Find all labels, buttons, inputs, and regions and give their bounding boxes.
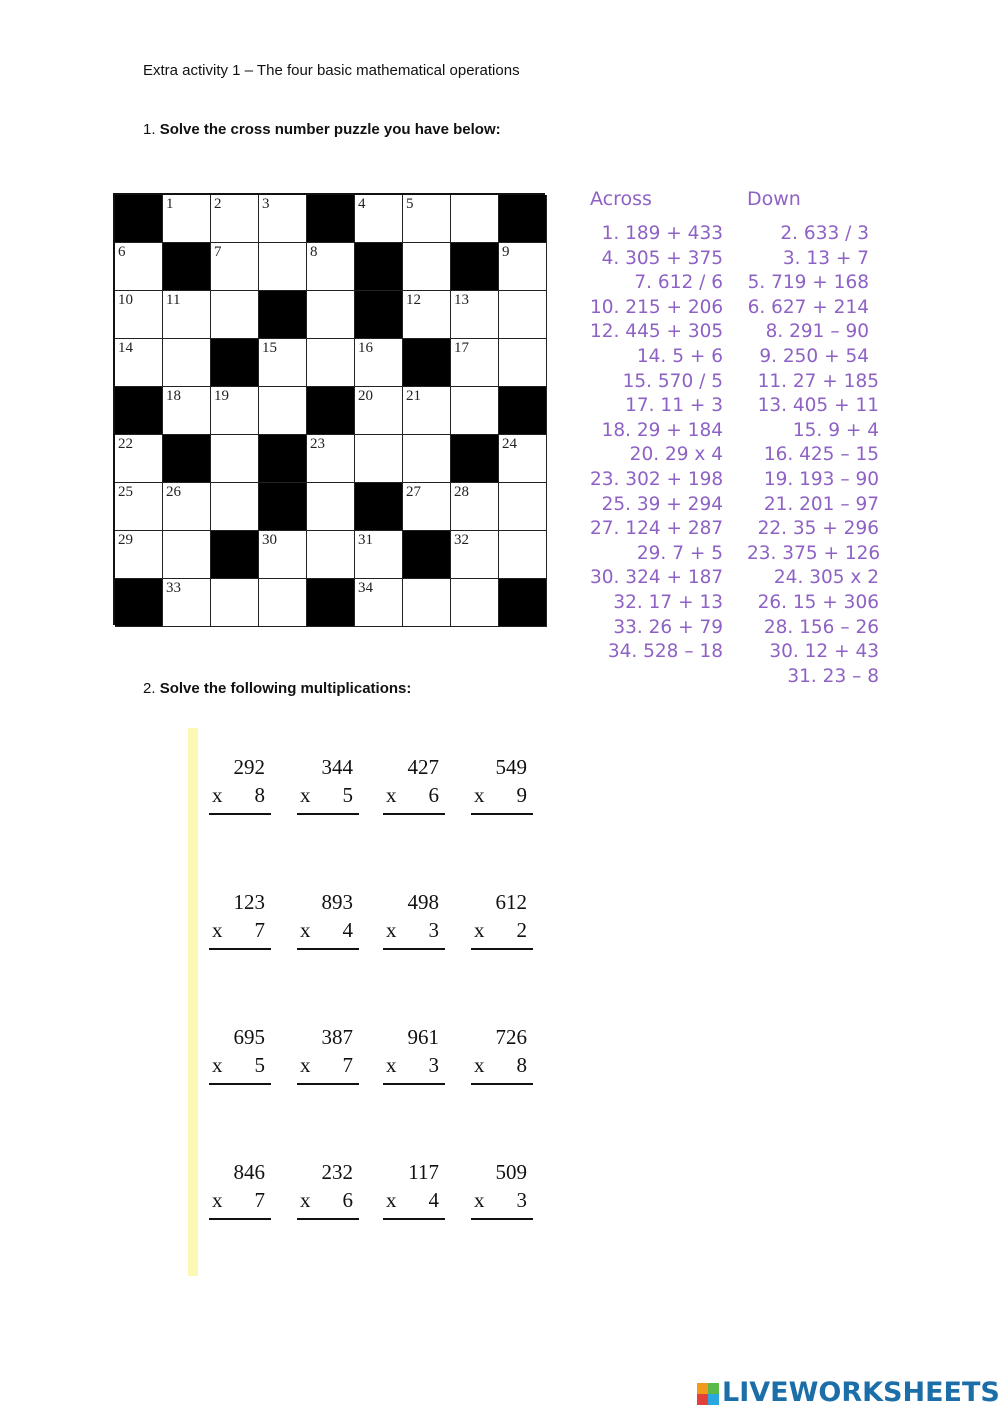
grid-cell[interactable] — [307, 291, 355, 339]
down-clue: 30. 12 + 43 — [769, 641, 879, 663]
across-clue: 15. 570 / 5 — [622, 370, 723, 392]
question-1-text: Solve the cross number puzzle you have below: — [159, 121, 501, 138]
multiplication-problem — [209, 755, 271, 815]
multiplicand: 344 — [321, 755, 353, 779]
cell-number: 11 — [166, 292, 181, 308]
grid-cell[interactable] — [355, 579, 403, 627]
grid-cell[interactable] — [163, 483, 211, 531]
multiplier: 4 — [342, 918, 353, 942]
multiplicand: 232 — [321, 1160, 353, 1184]
across-clue: 14. 5 + 6 — [636, 345, 723, 367]
answer-line[interactable] — [471, 948, 533, 950]
black-cell — [307, 579, 355, 627]
across-clue: 1. 189 + 433 — [601, 223, 723, 244]
across-clue: 30. 324 + 187 — [590, 567, 724, 589]
grid-cell[interactable] — [115, 291, 163, 339]
multiplication-problem — [383, 1025, 445, 1085]
across-clue: 25. 39 + 294 — [601, 493, 723, 515]
grid-cell[interactable] — [403, 483, 451, 531]
multiplication-problem — [471, 1160, 533, 1220]
grid-cell[interactable] — [451, 339, 499, 387]
black-cell — [211, 531, 259, 579]
grid-cell[interactable] — [211, 483, 259, 531]
grid-cell[interactable] — [211, 195, 259, 243]
grid-cell[interactable] — [451, 291, 499, 339]
multiplier-line — [297, 1188, 359, 1218]
cell-number: 34 — [358, 580, 373, 596]
highlight-bar — [188, 728, 198, 1276]
cell-number: 14 — [118, 340, 133, 356]
multiplicand: 387 — [321, 1025, 353, 1049]
down-clue: 5. 719 + 168 — [747, 272, 869, 294]
across-clue: 33. 26 + 79 — [613, 616, 723, 638]
cell-number: 12 — [406, 292, 421, 308]
multiplier-line — [209, 1053, 271, 1083]
multiplier-line — [297, 918, 359, 948]
grid-cell[interactable] — [163, 579, 211, 627]
multiplier-line — [383, 1053, 445, 1083]
grid-cell[interactable] — [259, 387, 307, 435]
cell-number: 2 — [214, 196, 222, 212]
down-clue: 3. 13 + 7 — [782, 247, 869, 269]
cell-number: 4 — [358, 196, 366, 212]
grid-cell[interactable] — [163, 339, 211, 387]
cell-number: 32 — [454, 532, 469, 548]
answer-line[interactable] — [383, 813, 445, 815]
grid-cell[interactable] — [115, 339, 163, 387]
grid-cell[interactable] — [355, 531, 403, 579]
multiplier: 3 — [516, 1188, 527, 1212]
multiplier-line — [471, 918, 533, 948]
multiplicand: 498 — [407, 890, 439, 914]
multiplication-problem — [297, 1160, 359, 1220]
multiplier-line — [209, 783, 271, 813]
down-clues — [747, 186, 897, 689]
down-clue: 21. 201 – 97 — [763, 493, 879, 515]
grid-cell[interactable] — [451, 195, 499, 243]
multiplication-problem — [209, 890, 271, 950]
multiplier: 9 — [516, 783, 527, 807]
cell-number: 13 — [454, 292, 469, 308]
grid-cell[interactable] — [355, 195, 403, 243]
multiplicand: 509 — [495, 1160, 527, 1184]
multiplier: 7 — [342, 1053, 353, 1077]
multiplier-line — [209, 1188, 271, 1218]
times-sign: x — [386, 918, 397, 942]
answer-line[interactable] — [209, 948, 271, 950]
multiplier-line — [471, 1188, 533, 1218]
cell-number: 27 — [406, 484, 421, 500]
answer-line[interactable] — [383, 1218, 445, 1220]
cell-number: 18 — [166, 388, 181, 404]
times-sign: x — [474, 918, 485, 942]
multiplication-row — [205, 1160, 545, 1240]
grid-cell[interactable] — [259, 579, 307, 627]
grid-cell[interactable] — [451, 387, 499, 435]
grid-cell[interactable] — [163, 195, 211, 243]
liveworksheets-logo-icon — [697, 1383, 719, 1405]
black-cell — [355, 243, 403, 291]
down-clue: 13. 405 + 11 — [757, 395, 879, 417]
across-clue: 4. 305 + 375 — [601, 247, 723, 269]
answer-line[interactable] — [383, 1083, 445, 1085]
grid-cell[interactable] — [163, 291, 211, 339]
black-cell — [163, 243, 211, 291]
cell-number: 16 — [358, 340, 373, 356]
grid-cell[interactable] — [403, 195, 451, 243]
multiplier-line — [471, 783, 533, 813]
times-sign: x — [212, 1053, 223, 1077]
multiplication-problem — [383, 755, 445, 815]
across-clue: 27. 124 + 287 — [590, 518, 724, 540]
answer-line[interactable] — [297, 813, 359, 815]
grid-cell[interactable] — [499, 483, 547, 531]
grid-cell[interactable] — [499, 339, 547, 387]
multiplier: 7 — [254, 918, 265, 942]
cell-number: 20 — [358, 388, 373, 404]
answer-line[interactable] — [297, 1218, 359, 1220]
grid-cell[interactable] — [499, 243, 547, 291]
answer-line[interactable] — [471, 1218, 533, 1220]
multiplier: 3 — [428, 918, 439, 942]
black-cell — [115, 195, 163, 243]
multiplier: 5 — [342, 783, 353, 807]
down-heading: Down — [747, 188, 801, 210]
across-clue: 10. 215 + 206 — [590, 296, 724, 318]
multiplication-row — [205, 890, 545, 970]
black-cell — [403, 339, 451, 387]
black-cell — [403, 531, 451, 579]
grid-cell[interactable] — [115, 531, 163, 579]
across-clues — [590, 186, 740, 665]
page-title: Extra activity 1 – The four basic mathematical operations — [143, 62, 520, 79]
grid-cell[interactable] — [211, 387, 259, 435]
grid-cell[interactable] — [403, 579, 451, 627]
times-sign: x — [474, 1188, 485, 1212]
grid-cell[interactable] — [499, 435, 547, 483]
grid-cell[interactable] — [307, 531, 355, 579]
multiplier: 6 — [428, 783, 439, 807]
down-clue: 19. 193 – 90 — [763, 468, 879, 490]
grid-cell[interactable] — [451, 579, 499, 627]
black-cell — [499, 387, 547, 435]
grid-cell[interactable] — [211, 435, 259, 483]
across-clue: 7. 612 / 6 — [634, 272, 723, 294]
grid-cell[interactable] — [163, 531, 211, 579]
multiplier: 4 — [428, 1188, 439, 1212]
multiplier: 7 — [254, 1188, 265, 1212]
answer-line[interactable] — [209, 1218, 271, 1220]
times-sign: x — [212, 918, 223, 942]
answer-line[interactable] — [297, 1083, 359, 1085]
times-sign: x — [300, 783, 311, 807]
times-sign: x — [300, 918, 311, 942]
black-cell — [307, 387, 355, 435]
down-clue: 23. 375 + 126 — [747, 542, 881, 564]
question-1-number: 1. — [143, 121, 156, 138]
cell-number: 15 — [262, 340, 277, 356]
grid-cell[interactable] — [499, 291, 547, 339]
question-2-number: 2. — [143, 680, 156, 697]
times-sign: x — [212, 783, 223, 807]
multiplication-problem — [297, 890, 359, 950]
multiplier-line — [383, 918, 445, 948]
black-cell — [499, 579, 547, 627]
grid-cell[interactable] — [259, 195, 307, 243]
black-cell — [451, 435, 499, 483]
grid-cell[interactable] — [307, 435, 355, 483]
multiplication-problem — [471, 755, 533, 815]
black-cell — [355, 483, 403, 531]
multiplicand: 893 — [321, 890, 353, 914]
cell-number: 24 — [502, 436, 517, 452]
grid-cell[interactable] — [163, 387, 211, 435]
cell-number: 17 — [454, 340, 469, 356]
down-clue: 22. 35 + 296 — [757, 518, 879, 540]
down-clue: 15. 9 + 4 — [792, 419, 879, 441]
grid-cell[interactable] — [115, 243, 163, 291]
multiplier-line — [209, 918, 271, 948]
multiplier-line — [297, 783, 359, 813]
grid-cell[interactable] — [259, 339, 307, 387]
grid-cell[interactable] — [307, 339, 355, 387]
across-clue: 29. 7 + 5 — [636, 542, 723, 564]
times-sign: x — [386, 783, 397, 807]
multiplicand: 549 — [495, 755, 527, 779]
cross-number-grid — [113, 193, 545, 625]
black-cell — [211, 339, 259, 387]
down-clue: 31. 23 – 8 — [787, 665, 879, 687]
down-clue: 9. 250 + 54 — [759, 345, 869, 367]
multiplier: 5 — [254, 1053, 265, 1077]
cell-number: 7 — [214, 244, 222, 260]
multiplication-problem — [209, 1160, 271, 1220]
across-clue: 18. 29 + 184 — [601, 419, 723, 441]
multiplier: 3 — [428, 1053, 439, 1077]
grid-cell[interactable] — [307, 483, 355, 531]
cell-number: 26 — [166, 484, 181, 500]
down-clue: 26. 15 + 306 — [757, 591, 879, 613]
answer-line[interactable] — [209, 813, 271, 815]
multiplier: 2 — [516, 918, 527, 942]
grid-cell[interactable] — [355, 435, 403, 483]
times-sign: x — [474, 783, 485, 807]
across-clue: 12. 445 + 305 — [590, 321, 724, 343]
grid-cell[interactable] — [499, 531, 547, 579]
grid-cell[interactable] — [211, 243, 259, 291]
grid-cell[interactable] — [211, 291, 259, 339]
grid-cell[interactable] — [355, 387, 403, 435]
cell-number: 22 — [118, 436, 133, 452]
multiplicand: 846 — [233, 1160, 265, 1184]
black-cell — [259, 435, 307, 483]
black-cell — [115, 579, 163, 627]
down-clue: 8. 291 – 90 — [765, 321, 869, 343]
cell-number: 28 — [454, 484, 469, 500]
multiplicand: 292 — [233, 755, 265, 779]
grid-cell[interactable] — [403, 243, 451, 291]
times-sign: x — [300, 1053, 311, 1077]
multiplier-line — [471, 1053, 533, 1083]
answer-line[interactable] — [209, 1083, 271, 1085]
question-1 — [143, 121, 501, 138]
black-cell — [115, 387, 163, 435]
down-clue: 11. 27 + 185 — [757, 370, 879, 392]
multiplication-problem — [383, 890, 445, 950]
cell-number: 8 — [310, 244, 318, 260]
black-cell — [259, 291, 307, 339]
down-clue: 2. 633 / 3 — [780, 223, 869, 244]
down-clue: 24. 305 x 2 — [773, 567, 879, 589]
cell-number: 21 — [406, 388, 421, 404]
down-clue: 6. 627 + 214 — [747, 296, 869, 318]
multiplication-problem — [471, 890, 533, 950]
times-sign: x — [300, 1188, 311, 1212]
black-cell — [163, 435, 211, 483]
across-clue: 23. 302 + 198 — [590, 468, 724, 490]
grid-cell[interactable] — [403, 435, 451, 483]
grid-cell[interactable] — [403, 291, 451, 339]
across-heading: Across — [590, 188, 652, 210]
grid-cell[interactable] — [307, 243, 355, 291]
multiplication-row — [205, 1025, 545, 1105]
grid-cell[interactable] — [211, 579, 259, 627]
multiplicand: 695 — [233, 1025, 265, 1049]
black-cell — [499, 195, 547, 243]
grid-cell[interactable] — [403, 387, 451, 435]
grid-cell[interactable] — [451, 483, 499, 531]
across-clue: 32. 17 + 13 — [613, 591, 723, 613]
multiplicand: 427 — [407, 755, 439, 779]
times-sign: x — [474, 1053, 485, 1077]
answer-line[interactable] — [471, 813, 533, 815]
cell-number: 5 — [406, 196, 414, 212]
multiplicand: 612 — [495, 890, 527, 914]
grid-cell[interactable] — [115, 435, 163, 483]
multiplier: 8 — [516, 1053, 527, 1077]
multiplicand: 726 — [495, 1025, 527, 1049]
question-2 — [143, 680, 411, 697]
multiplier-line — [383, 1188, 445, 1218]
cell-number: 31 — [358, 532, 373, 548]
answer-line[interactable] — [383, 948, 445, 950]
multiplication-problem — [471, 1025, 533, 1085]
times-sign: x — [212, 1188, 223, 1212]
across-clue: 34. 528 – 18 — [607, 641, 723, 663]
multiplication-problem — [297, 755, 359, 815]
grid-cell[interactable] — [115, 483, 163, 531]
multiplicand: 123 — [233, 890, 265, 914]
cell-number: 23 — [310, 436, 325, 452]
down-clue: 16. 425 – 15 — [763, 444, 879, 466]
black-cell — [451, 243, 499, 291]
grid-cell[interactable] — [451, 531, 499, 579]
times-sign: x — [386, 1188, 397, 1212]
black-cell — [259, 483, 307, 531]
cell-number: 19 — [214, 388, 229, 404]
grid-cell[interactable] — [259, 243, 307, 291]
black-cell — [307, 195, 355, 243]
multiplier-line — [297, 1053, 359, 1083]
multiplication-problem — [209, 1025, 271, 1085]
multiplication-problem — [383, 1160, 445, 1220]
down-clue: 28. 156 – 26 — [763, 616, 879, 638]
question-2-text: Solve the following multiplications: — [159, 680, 412, 697]
cell-number: 1 — [166, 196, 174, 212]
cell-number: 6 — [118, 244, 126, 260]
cell-number: 30 — [262, 532, 277, 548]
answer-line[interactable] — [471, 1083, 533, 1085]
cell-number: 33 — [166, 580, 181, 596]
black-cell — [355, 291, 403, 339]
multiplication-row — [205, 755, 545, 835]
cell-number: 29 — [118, 532, 133, 548]
cell-number: 10 — [118, 292, 133, 308]
grid-cell[interactable] — [355, 339, 403, 387]
multiplier: 6 — [342, 1188, 353, 1212]
multiplicand: 961 — [407, 1025, 439, 1049]
brand-name: LIVEWORKSHEETS — [722, 1377, 1000, 1408]
cell-number: 9 — [502, 244, 510, 260]
across-clue: 20. 29 x 4 — [629, 444, 723, 466]
answer-line[interactable] — [297, 948, 359, 950]
cell-number: 25 — [118, 484, 133, 500]
multiplier: 8 — [254, 783, 265, 807]
multiplicand: 117 — [408, 1160, 439, 1184]
cell-number: 3 — [262, 196, 270, 212]
across-clue: 17. 11 + 3 — [625, 395, 723, 417]
times-sign: x — [386, 1053, 397, 1077]
multiplication-problem — [297, 1025, 359, 1085]
grid-cell[interactable] — [259, 531, 307, 579]
multiplier-line — [383, 783, 445, 813]
